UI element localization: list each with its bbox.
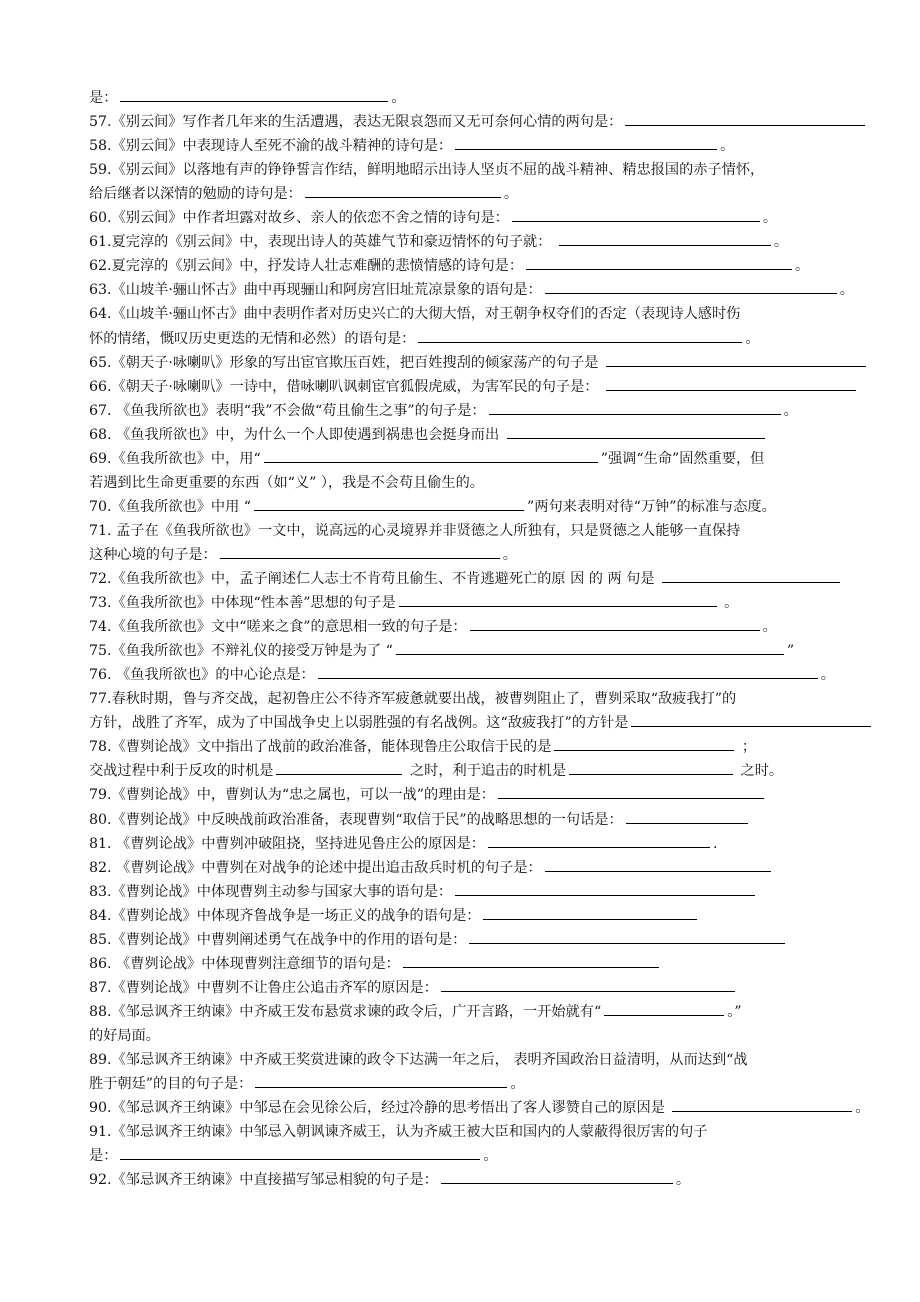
question-line [89,302,740,326]
question-line [89,928,788,952]
answer-blank[interactable] [455,135,717,150]
question-line [89,615,777,639]
question-line [89,399,798,423]
question-text: 76. 《鱼我所欲也》的中心论点是： [89,667,315,684]
question-line [89,254,809,278]
answer-blank[interactable] [255,1073,507,1088]
question-text: 怀的情绪，慨叹历史更迭的无情和必然）的语句是： [89,330,416,347]
question-text: 86. 《曹刿论战》中体现曹刿注意细节的语句是： [89,955,400,972]
question-line [89,543,517,567]
question-text: 60.《别云间》中作者坦露对故乡、亲人的依恋不舍之情的诗句是： [89,210,509,227]
question-text: 92.《邹忌讽齐王纳谏》中直接描写邹忌相貌的句子是： [89,1172,438,1189]
question-text: 。 [483,1148,498,1165]
question-line [89,447,764,471]
question-text: 交战过程中利于反攻的时机是 [89,763,274,780]
question-line [89,519,740,543]
question-text: 75.《鱼我所欲也》不辩礼仪的接受万钟是为了 “ [89,643,393,660]
answer-blank[interactable] [559,231,771,246]
question-text: 胜于朝廷”的目的句子是： [89,1076,253,1093]
question-line [89,639,794,663]
answer-blank[interactable] [396,640,784,655]
question-line [89,591,738,615]
question-text: 。 [719,595,739,612]
question-line [89,1144,498,1168]
question-line [89,495,776,519]
answer-blank[interactable] [399,592,717,607]
question-text: 。 [820,667,835,684]
answer-blank[interactable] [403,953,659,968]
question-text: 90.《邹忌讽齐王纳谏》中邹忌在会见徐公后，经过冷静的思考悟出了客人谬赞自己的原因是 [89,1100,670,1117]
question-line [89,1168,690,1192]
question-line [89,1120,707,1144]
question-text: 72.《鱼我所欲也》中，孟子阐述仁人志士不肯苟且偷生、不肯逃避死亡的原 因 的 两 句是 [89,571,660,587]
question-text: 。 [839,282,854,299]
question-text: 是： [89,90,118,106]
question-text: 68. 《鱼我所欲也》中，为什么一个人即使遇到祸患也会挺身而出 [89,426,504,443]
question-line [89,808,751,832]
question-text: ”强调“生命”固然重要，但 [600,450,765,467]
answer-blank[interactable] [554,736,734,751]
answer-blank[interactable] [276,760,402,775]
question-text: 58.《别云间》中表现诗人至死不渝的战斗精神的诗句是： [89,138,453,155]
question-line [89,327,760,351]
question-text: 70.《鱼我所欲也》中用 “ [89,498,252,515]
question-text: 71. 孟子在《鱼我所欲也》一文中，说高远的心灵境界并非贤德之人所独有，只是贤德之人能够一直保持 [89,522,741,539]
question-text: 。 [762,619,777,636]
answer-blank[interactable] [488,833,710,848]
question-text: 91.《邹忌讽齐王纳谏》中邹忌入朝讽谏齐威王，认为齐威王被大臣和国内的人蒙蔽得很厉害的句子 [89,1124,708,1141]
answer-blank[interactable] [418,328,742,343]
answer-blank[interactable] [604,1001,724,1016]
question-line [89,663,835,687]
answer-blank[interactable] [662,568,840,583]
answer-blank[interactable] [483,905,697,920]
question-text: 之时，利于追击的时机是 [405,763,567,780]
question-text: 81. 《曹刿论战》中曹刿冲破阻挠，坚持进见鲁庄公的原因是： [89,835,485,852]
question-line [89,351,869,375]
question-text: 。” [727,1003,742,1020]
question-text: ； [737,739,757,756]
question-text: 之时。 [736,763,784,780]
question-line [89,206,777,230]
answer-blank[interactable] [120,1145,480,1160]
question-text: 若遇到比生命更重要的东西（如“义” ），我是不会苟且偷生的。 [89,474,484,491]
question-text: 73.《鱼我所欲也》中体现“性本善”思想的句子是 [89,595,396,612]
question-line [89,952,662,976]
question-text: 。 [503,186,519,203]
question-text: 88.《邹忌讽齐王纳谏》中齐威王发布悬赏求谏的政令后，广开言路，一开始就有“ [89,1003,602,1020]
question-line [89,278,854,302]
answer-blank[interactable] [441,1169,673,1184]
question-text: 65.《朝天子·咏喇叭》形象的写出宦官欺压百姓，把百姓搜刮的倾家荡产的句子是 [89,354,603,371]
question-text: 。 [391,90,406,106]
question-line [89,904,700,928]
question-line [89,134,734,158]
question-line [89,832,717,856]
question-text: 87.《曹刿论战》中曹刿不让鲁庄公追击齐军的原因是： [89,979,438,996]
question-text: 。 [773,234,789,251]
answer-blank[interactable] [318,664,818,679]
question-text: 给后继者以深情的勉励的诗句是： [89,186,302,203]
answer-blank[interactable] [545,857,771,872]
answer-blank[interactable] [526,255,792,270]
question-text: ” [786,643,795,660]
question-text: 。 [720,138,735,155]
question-line [89,230,788,254]
answer-blank[interactable] [441,977,735,992]
question-text: 。 [675,1172,691,1189]
question-line [89,1024,160,1048]
answer-blank[interactable] [631,712,871,727]
question-text: 57.《别云间》写作者几年来的生活遭遇，表达无限哀怨而又无可奈何心情的两句是： [89,114,623,131]
question-line [89,856,774,880]
answer-blank[interactable] [606,352,866,367]
question-line [89,110,868,134]
answer-blank[interactable] [512,207,760,222]
question-line [89,711,874,735]
question-line [89,471,484,495]
question-line [89,759,783,783]
question-text: 这种心境的句子是： [89,546,217,563]
answer-blank[interactable] [469,929,785,944]
question-line [89,158,764,182]
question-text: 78.《曹刿论战》文中指出了战前的政治准备，能体现鲁庄公取信于民的是 [89,739,552,756]
answer-blank[interactable] [545,279,837,294]
question-text: 89.《邹忌讽齐王纳谏》中齐威王奖赏进谏的政令下达满一年之后， 表明齐国政治日益清明，从而达到“战 [89,1052,748,1068]
question-line [89,375,859,399]
question-text: 。 [783,402,798,419]
question-text: ”两句来表明对待“万钟”的标准与态度。 [527,498,776,515]
answer-blank[interactable] [507,424,765,439]
answer-blank[interactable] [672,1097,852,1112]
question-line [89,735,756,759]
question-text: 63.《山坡羊·骊山怀古》曲中再现骊山和阿房宫旧址荒凉景象的语句是： [89,282,542,299]
answer-blank[interactable] [455,881,755,896]
question-text: 62.夏完淳的《别云间》中，抒发诗人壮志难酬的悲愤情感的诗句是： [89,258,524,275]
question-line [89,1072,525,1096]
question-text: 的好局面。 [89,1027,160,1044]
answer-blank[interactable] [220,544,500,559]
answer-blank[interactable] [606,376,856,391]
answer-blank[interactable] [569,760,733,775]
question-text: 。 [795,258,810,275]
question-text: 。 [855,1100,870,1117]
answer-blank[interactable] [254,496,524,511]
answer-blank[interactable] [470,616,760,631]
question-text: 84.《曹刿论战》中体现齐鲁战争是一场正义的战争的语句是： [89,907,481,924]
question-line [89,783,767,807]
answer-blank[interactable] [498,784,764,799]
question-line [89,567,843,591]
question-line [89,880,758,904]
question-text: . [712,835,718,852]
answer-blank[interactable] [626,809,748,824]
question-text: 。 [502,546,517,563]
question-line [89,182,518,206]
question-text: 。 [745,330,760,347]
question-line [89,86,406,110]
question-text: 67. 《鱼我所欲也》表明“我”不会做“苟且偷生之事”的句子是： [89,402,486,419]
question-text: 82. 《曹刿论战》中曹刿在对战争的论述中提出追击敌兵时机的句子是： [89,859,542,876]
question-line [89,687,736,711]
question-text: 61.夏完淳的《别云间》中，表现出诗人的英雄气节和豪迈情怀的句子就： [89,234,556,251]
question-text: 方针，战胜了齐军，成为了中国战争史上以弱胜强的有名战例。这“敌疲我打”的方针是 [89,715,629,732]
question-text: 59.《别云间》以落地有声的铮铮誓言作结，鲜明地昭示出诗人坚贞不屈的战斗精神、精忠报国的赤子情怀， [89,162,765,179]
question-text: 74.《鱼我所欲也》文中“嗟来之食”的意思相一致的句子是： [89,619,467,636]
answer-blank[interactable] [625,111,865,126]
question-text: 69.《鱼我所欲也》中，用“ [89,450,261,467]
question-line [89,423,768,447]
answer-blank[interactable] [305,183,501,198]
question-text: 79.《曹刿论战》中，曹刿认为“忠之属也，可以一战”的理由是： [89,787,495,804]
question-text: 。 [510,1076,525,1093]
question-line [89,1048,748,1072]
answer-blank[interactable] [264,448,598,463]
question-text: 85.《曹刿论战》中曹刿阐述勇气在战争中的作用的语句是： [89,931,467,948]
answer-blank[interactable] [120,87,388,102]
question-line [89,1000,742,1024]
question-text: 66.《朝天子·咏喇叭》一诗中，借咏喇叭讽刺宦官狐假虎威，为害军民的句子是： [89,378,603,395]
answer-blank[interactable] [489,400,781,415]
question-line [89,1096,870,1120]
question-text: 77.春秋时期，鲁与齐交战，起初鲁庄公不待齐军疲惫就要出战，被曹刿阻止了，曹刿采取“敌疲我打”的 [89,691,737,708]
question-text: 是： [89,1148,118,1165]
question-text: 。 [762,210,778,227]
question-text: 83.《曹刿论战》中体现曹刿主动参与国家大事的语句是： [89,883,453,900]
question-line [89,976,738,1000]
question-text: 80.《曹刿论战》中反映战前政治准备，表现曹刿“取信于民”的战略思想的一句话是： [89,811,623,828]
question-text: 64.《山坡羊·骊山怀古》曲中表明作者对历史兴亡的大彻大悟，对王朝争权夺们的否定（表现诗人感时伤 [89,306,741,323]
